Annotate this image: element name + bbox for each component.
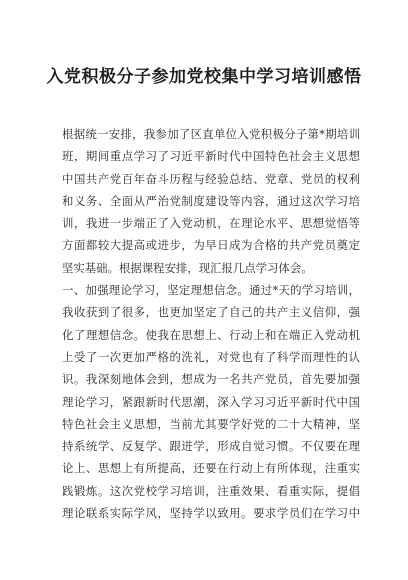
- body-line: 理论联系实际学风，坚持学以致用。要求学员们在学习中: [62, 506, 360, 521]
- body-line: 根据统一安排，我参加了区直单位入党积极分子第*期培训: [62, 127, 360, 141]
- body-line: 方面都较大提高或进步，为早日成为合格的共产党员奠定: [62, 238, 360, 253]
- body-line: 一、加强理论学习，坚定理想信念。通过*天的学习培训，: [62, 283, 360, 298]
- body-line: 特色社会主义思想，当前尤其要学好党的二十大精神，坚: [62, 416, 360, 431]
- body-line: 坚实基础。根据课程安排，现汇报几点学习体会。: [62, 260, 313, 275]
- body-line: 中国共产党百年奋斗历程与经验总结、党章、党员的权利: [62, 171, 360, 186]
- body-line: 化了理想信念。使我在思想上、行动上和在端正入党动机: [62, 327, 360, 342]
- body-line: 论上、思想上有所提高，还要在行动上有所体现，注重实: [62, 461, 360, 476]
- body-line: 上受了一次更加严格的洗礼，对党也有了科学而理性的认: [62, 349, 360, 364]
- body-line: 理论学习，紧跟新时代思潮，深入学习习近平新时代中国: [62, 394, 360, 409]
- body-line: 我收获到了很多，也更加坚定了自己的共产主义信仰，强: [62, 305, 360, 320]
- body-line: 训，我进一步端正了入党动机，在理论水平、思想觉悟等: [62, 216, 360, 231]
- body-line: 践锻炼。这次党校学习培训，注重效果、看重实际，提倡: [62, 483, 360, 498]
- body-line: 和义务、全面从严治党制度建设等内容，通过这次学习培: [62, 193, 360, 208]
- document-body: [62, 123, 360, 524]
- document-title: 入党积极分子参加党校集中学习培训感悟: [46, 67, 362, 87]
- body-line: 持系统学、反复学、跟进学，形成自觉习惯。不仅要在理: [62, 439, 360, 454]
- body-line: 班，期间重点学习了习近平新时代中国特色社会主义思想: [62, 149, 360, 164]
- body-line: 识。我深刻地体会到，想成为一名共产党员，首先要加强: [62, 372, 360, 387]
